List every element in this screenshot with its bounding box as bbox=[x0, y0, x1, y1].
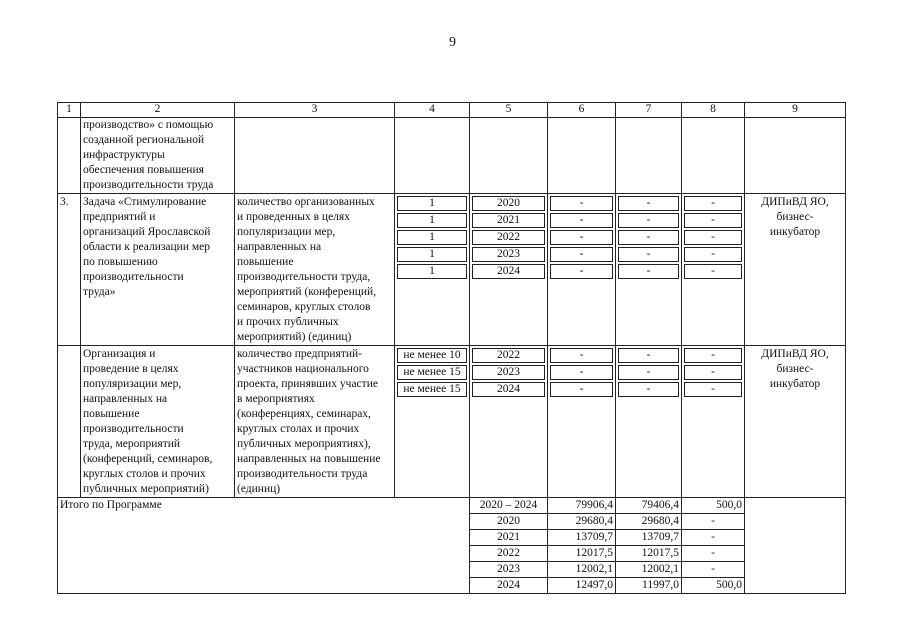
continuation-description bbox=[81, 118, 235, 194]
total-c6: 29680,4 bbox=[548, 514, 616, 530]
header-cell: 2 bbox=[81, 103, 235, 118]
value-c8: - bbox=[684, 196, 742, 211]
header-cell: 1 bbox=[58, 103, 81, 118]
value-c8: - bbox=[684, 230, 742, 245]
value-c4: 1 bbox=[397, 196, 467, 211]
cell bbox=[395, 118, 470, 194]
text-line: бизнес- bbox=[776, 211, 814, 223]
text-line: (единиц) bbox=[237, 483, 281, 495]
text-line: ДИПиВД ЯО, bbox=[761, 196, 829, 208]
text-line: направленных на повышение bbox=[237, 453, 381, 465]
text-line: мероприятий (конференций, bbox=[237, 286, 377, 298]
target-values bbox=[395, 194, 470, 346]
text-line: Задача «Стимулирование bbox=[83, 196, 207, 208]
value-c7: - bbox=[618, 230, 679, 245]
program-table bbox=[57, 102, 846, 594]
text-line: (конференциях, семинарах, bbox=[237, 408, 371, 420]
target-values bbox=[395, 346, 470, 498]
total-c8: 500,0 bbox=[682, 498, 745, 514]
text-line: производительности труда bbox=[83, 179, 214, 191]
total-c5: 2021 bbox=[470, 530, 548, 546]
header-cell: 6 bbox=[548, 103, 616, 118]
text-line: повышение bbox=[83, 408, 140, 420]
text-line: публичных мероприятий) bbox=[83, 483, 209, 495]
value-c4: 1 bbox=[397, 230, 467, 245]
responsible bbox=[745, 346, 846, 498]
value-c8: - bbox=[684, 264, 742, 279]
cell bbox=[58, 346, 81, 498]
value-c5: 2021 bbox=[472, 213, 545, 228]
value-c7: - bbox=[618, 365, 679, 380]
total-c5: 2024 bbox=[470, 578, 548, 594]
task-description bbox=[81, 194, 235, 346]
text-line: направленных на bbox=[237, 241, 322, 253]
years bbox=[470, 346, 548, 498]
text-line: производительности труда bbox=[237, 468, 368, 480]
cell bbox=[745, 118, 846, 194]
value-c8: - bbox=[684, 348, 742, 363]
header-cell: 4 bbox=[395, 103, 470, 118]
text-line: семинаров, круглых столов bbox=[237, 301, 371, 313]
text-line: проведение в целях bbox=[83, 363, 179, 375]
responsible bbox=[745, 194, 846, 346]
cell bbox=[616, 118, 682, 194]
text-line: мероприятий) (единиц) bbox=[237, 331, 352, 343]
text-line: труда» bbox=[83, 286, 116, 298]
total-c6: 12497,0 bbox=[548, 578, 616, 594]
total-c7: 12002,1 bbox=[616, 562, 682, 578]
value-c8: - bbox=[684, 382, 742, 397]
text-line: производительности bbox=[83, 423, 184, 435]
text-line: повышение bbox=[237, 256, 294, 268]
value-c6: - bbox=[550, 196, 613, 211]
col6-values bbox=[548, 346, 616, 498]
text-line: производительности труда, bbox=[237, 271, 371, 283]
total-label: Итого по Программе bbox=[58, 498, 470, 594]
value-c6: - bbox=[550, 348, 613, 363]
value-c8: - bbox=[684, 247, 742, 262]
text-line: популяризации мер, bbox=[83, 378, 182, 390]
page-number: 9 bbox=[449, 35, 456, 50]
task-row bbox=[58, 194, 846, 346]
cell bbox=[235, 118, 395, 194]
cell bbox=[58, 118, 81, 194]
value-c4: 1 bbox=[397, 213, 467, 228]
value-c6: - bbox=[550, 264, 613, 279]
value-c5: 2024 bbox=[472, 264, 545, 279]
value-c5: 2024 bbox=[472, 382, 545, 397]
value-c8: - bbox=[684, 213, 742, 228]
value-c7: - bbox=[618, 213, 679, 228]
total-c5: 2022 bbox=[470, 546, 548, 562]
total-c7: 29680,4 bbox=[616, 514, 682, 530]
value-c5: 2022 bbox=[472, 230, 545, 245]
header-row bbox=[58, 103, 846, 118]
text-line: круглых столах и прочих bbox=[237, 423, 360, 435]
text-line: (конференций, семинаров, bbox=[83, 453, 213, 465]
value-c6: - bbox=[550, 213, 613, 228]
text-line: производство» с помощью bbox=[83, 119, 214, 131]
header-cell: 7 bbox=[616, 103, 682, 118]
text-line: круглых столов и прочих bbox=[83, 468, 206, 480]
cell bbox=[682, 118, 745, 194]
total-c5: 2023 bbox=[470, 562, 548, 578]
value-c5: 2020 bbox=[472, 196, 545, 211]
value-c7: - bbox=[618, 196, 679, 211]
total-c7: 11997,0 bbox=[616, 578, 682, 594]
cell bbox=[548, 118, 616, 194]
total-c7: 79406,4 bbox=[616, 498, 682, 514]
total-c8: - bbox=[682, 546, 745, 562]
value-c7: - bbox=[618, 348, 679, 363]
col7-values bbox=[616, 194, 682, 346]
header-cell: 8 bbox=[682, 103, 745, 118]
text-line: количество организованных bbox=[237, 196, 375, 208]
text-line: и проведенных в целях bbox=[237, 211, 350, 223]
text-line: популяризации мер, bbox=[237, 226, 336, 238]
header-cell: 5 bbox=[470, 103, 548, 118]
total-c8: - bbox=[682, 514, 745, 530]
total-responsible bbox=[745, 498, 846, 594]
total-c6: 12017,5 bbox=[548, 546, 616, 562]
text-line: бизнес- bbox=[776, 363, 814, 375]
text-line: проекта, принявших участие bbox=[237, 378, 378, 390]
indicator-description bbox=[235, 346, 395, 498]
text-line: направленных на bbox=[83, 393, 168, 405]
text-line: Организация и bbox=[83, 348, 156, 360]
text-line: ДИПиВД ЯО, bbox=[761, 348, 829, 360]
text-line: в мероприятиях bbox=[237, 393, 315, 405]
text-line: количество предприятий- bbox=[237, 348, 362, 360]
header-cell: 3 bbox=[235, 103, 395, 118]
text-line: по повышению bbox=[83, 256, 158, 268]
total-c6: 12002,1 bbox=[548, 562, 616, 578]
total-c8: - bbox=[682, 530, 745, 546]
text-line: организаций Ярославской bbox=[83, 226, 211, 238]
text-line: предприятий и bbox=[83, 211, 156, 223]
value-c4: 1 bbox=[397, 264, 467, 279]
total-c8: 500,0 bbox=[682, 578, 745, 594]
text-line: области к реализации мер bbox=[83, 241, 210, 253]
text-line: и прочих публичных bbox=[237, 316, 339, 328]
value-c5: 2023 bbox=[472, 365, 545, 380]
text-line: инкубатор bbox=[769, 378, 821, 390]
years bbox=[470, 194, 548, 346]
total-c7: 13709,7 bbox=[616, 530, 682, 546]
value-c5: 2022 bbox=[472, 348, 545, 363]
total-c7: 12017,5 bbox=[616, 546, 682, 562]
text-line: созданной региональной bbox=[83, 134, 205, 146]
total-c8: - bbox=[682, 562, 745, 578]
value-c7: - bbox=[618, 382, 679, 397]
text-line: производительности bbox=[83, 271, 184, 283]
header-cell: 9 bbox=[745, 103, 846, 118]
value-c7: - bbox=[618, 264, 679, 279]
col6-values bbox=[548, 194, 616, 346]
text-line: инкубатор bbox=[769, 226, 821, 238]
event-row bbox=[58, 346, 846, 498]
value-c6: - bbox=[550, 382, 613, 397]
value-c5: 2023 bbox=[472, 247, 545, 262]
cell bbox=[470, 118, 548, 194]
value-c6: - bbox=[550, 230, 613, 245]
text-line: инфраструктуры bbox=[83, 149, 165, 161]
total-c5: 2020 bbox=[470, 514, 548, 530]
event-description bbox=[81, 346, 235, 498]
total-c5: 2020 – 2024 bbox=[470, 498, 548, 514]
total-c6: 13709,7 bbox=[548, 530, 616, 546]
value-c4: 1 bbox=[397, 247, 467, 262]
value-c4: не менее 15 bbox=[397, 365, 467, 380]
value-c6: - bbox=[550, 247, 613, 262]
total-c6: 79906,4 bbox=[548, 498, 616, 514]
text-line: публичных мероприятиях), bbox=[237, 438, 371, 450]
col8-values bbox=[682, 346, 745, 498]
col8-values bbox=[682, 194, 745, 346]
task-number: 3. bbox=[58, 194, 81, 346]
continuation-row bbox=[58, 118, 846, 194]
text-line: труда, мероприятий bbox=[83, 438, 181, 450]
value-c6: - bbox=[550, 365, 613, 380]
value-c4: не менее 15 bbox=[397, 382, 467, 397]
text-line: участников национального bbox=[237, 363, 369, 375]
col7-values bbox=[616, 346, 682, 498]
text-line: обеспечения повышения bbox=[83, 164, 204, 176]
value-c4: не менее 10 bbox=[397, 348, 467, 363]
indicator-description bbox=[235, 194, 395, 346]
value-c8: - bbox=[684, 365, 742, 380]
total-row bbox=[58, 498, 846, 514]
value-c7: - bbox=[618, 247, 679, 262]
